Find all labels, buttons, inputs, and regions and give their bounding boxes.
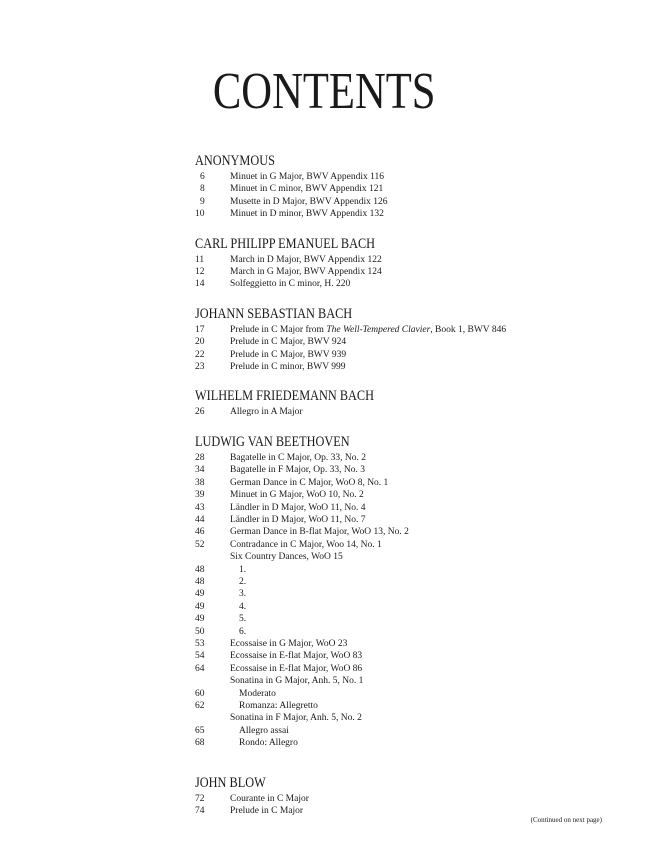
page-number: 38 bbox=[195, 477, 205, 488]
page-number: 48 bbox=[195, 564, 205, 575]
piece-subtitle: 3. bbox=[239, 589, 247, 600]
piece-title: Prelude in C Major bbox=[230, 806, 304, 817]
toc-entry bbox=[195, 406, 615, 418]
toc-entry bbox=[195, 266, 615, 278]
continued-note: (Continued on next page) bbox=[530, 816, 602, 824]
page-title: CONTENTS bbox=[212, 63, 436, 120]
page-number: 74 bbox=[195, 806, 205, 817]
section-wf-bach bbox=[195, 386, 615, 418]
page-number: 6 bbox=[200, 172, 205, 182]
toc-entry bbox=[195, 663, 615, 675]
toc-entry bbox=[195, 526, 615, 538]
page-number: 8 bbox=[200, 184, 205, 195]
piece-subtitle: Allegro assai bbox=[239, 725, 289, 736]
page-number: 9 bbox=[200, 196, 205, 207]
page-number: 14 bbox=[195, 279, 205, 290]
toc-entry bbox=[195, 196, 615, 208]
toc-entry bbox=[195, 650, 615, 662]
piece-title: Minuet in C minor, BWV Appendix 121 bbox=[230, 184, 384, 195]
piece-subtitle: Romanza: Allegretto bbox=[239, 701, 318, 711]
piece-title: Minuet in D minor, BWV Appendix 132 bbox=[230, 209, 384, 220]
page-number: 60 bbox=[195, 688, 205, 699]
toc-entry bbox=[195, 489, 615, 501]
toc-entry bbox=[195, 171, 615, 183]
page-number: 49 bbox=[195, 601, 205, 612]
toc-entry bbox=[195, 336, 615, 348]
composer-heading: ANONYMOUS bbox=[195, 153, 275, 169]
page-number bbox=[195, 712, 230, 724]
piece-title: Bagatelle in F Major, Op. 33, No. 3 bbox=[230, 465, 365, 476]
section-anonymous bbox=[195, 151, 615, 221]
composer-heading: WILHELM FRIEDEMANN BACH bbox=[195, 388, 375, 405]
piece-title: Contradance in C Major, Woo 14, No. 1 bbox=[230, 539, 382, 550]
toc-entry bbox=[195, 514, 615, 526]
toc-entry bbox=[195, 477, 615, 489]
page-number: 26 bbox=[195, 407, 205, 418]
piece-subtitle: 6. bbox=[239, 626, 247, 637]
composer-heading: JOHANN SEBASTIAN BACH bbox=[195, 305, 353, 322]
section-beethoven bbox=[195, 432, 615, 750]
toc-entry bbox=[195, 452, 615, 464]
toc-entry bbox=[195, 626, 615, 638]
toc-entry bbox=[195, 793, 615, 805]
page-number: 44 bbox=[195, 514, 205, 525]
piece-title: German Dance in C Major, WoO 8, No. 1 bbox=[230, 477, 389, 488]
piece-title: Prelude in C minor, BWV 999 bbox=[230, 362, 346, 373]
composer-heading: JOHN BLOW bbox=[195, 774, 266, 791]
page-number: 12 bbox=[195, 267, 205, 278]
page-number: 64 bbox=[195, 663, 205, 674]
piece-subtitle: 5. bbox=[239, 614, 247, 625]
piece-title: Solfeggietto in C minor, H. 220 bbox=[230, 279, 351, 290]
toc-entry bbox=[195, 208, 615, 220]
page-number: 52 bbox=[195, 539, 205, 550]
piece-subtitle: Rondo: Allegro bbox=[239, 738, 298, 749]
page-number: 10 bbox=[195, 209, 205, 220]
piece-subtitle: Moderato bbox=[239, 688, 276, 699]
toc-entry bbox=[195, 725, 615, 737]
toc-entry bbox=[195, 254, 615, 266]
toc-entry bbox=[195, 551, 615, 563]
page-number: 49 bbox=[195, 614, 205, 625]
toc-entry bbox=[195, 638, 615, 650]
section-js-bach bbox=[195, 304, 615, 374]
piece-title: Six Country Dances, WoO 15 bbox=[230, 552, 343, 563]
piece-subtitle: 2. bbox=[239, 576, 247, 587]
piece-title: March in G Major, BWV Appendix 124 bbox=[230, 267, 382, 278]
toc-entry bbox=[195, 737, 615, 749]
page-number bbox=[195, 675, 230, 687]
page-number: 34 bbox=[195, 465, 205, 476]
page-number: 28 bbox=[195, 452, 205, 463]
page-number: 11 bbox=[195, 254, 205, 265]
page-number: 65 bbox=[195, 725, 205, 736]
toc-entry bbox=[195, 564, 615, 576]
toc-entry bbox=[195, 278, 615, 290]
table-of-contents bbox=[195, 151, 615, 830]
page-number: 48 bbox=[195, 576, 205, 587]
piece-title-italic: The Well-Tempered Clavier bbox=[326, 324, 431, 335]
piece-subtitle: 1. bbox=[239, 564, 247, 575]
page-number: 54 bbox=[195, 651, 205, 662]
page-number: 39 bbox=[195, 490, 205, 501]
toc-entry bbox=[195, 576, 615, 588]
page-number: 43 bbox=[195, 502, 205, 513]
page-number: 46 bbox=[195, 527, 205, 538]
toc-entry bbox=[195, 588, 615, 600]
piece-title: Allegro in A Major bbox=[230, 407, 303, 418]
piece-title-part: Prelude in C Major from bbox=[230, 324, 327, 335]
page-number: 50 bbox=[195, 626, 205, 637]
piece-title: Ecossaise in E-flat Major, WoO 83 bbox=[230, 651, 363, 662]
toc-entry bbox=[195, 601, 615, 613]
page-number bbox=[195, 551, 230, 563]
piece-title: Minuet in G Major, WoO 10, No. 2 bbox=[230, 490, 364, 501]
piece-title: Prelude in C Major, BWV 924 bbox=[230, 337, 347, 348]
piece-title: Ecossaise in E-flat Major, WoO 86 bbox=[230, 663, 363, 674]
piece-title: Sonatina in F Major, Anh. 5, No. 2 bbox=[230, 713, 362, 724]
toc-entry bbox=[195, 361, 615, 373]
piece-title: Sonatina in G Major, Anh. 5, No. 1 bbox=[230, 676, 364, 687]
page-number: 17 bbox=[195, 324, 205, 335]
page-number: 49 bbox=[195, 589, 205, 600]
piece-title: Minuet in G Major, BWV Appendix 116 bbox=[230, 172, 384, 182]
page-number: 72 bbox=[195, 793, 205, 804]
toc-entry bbox=[195, 349, 615, 361]
piece-subtitle: 4. bbox=[239, 601, 247, 612]
piece-title: Ländler in D Major, WoO 11, No. 7 bbox=[230, 514, 366, 525]
piece-title: Prelude in C Major, BWV 939 bbox=[230, 349, 347, 360]
piece-title-part: , Book 1, BWV 846 bbox=[430, 324, 507, 335]
page-number: 23 bbox=[195, 362, 205, 373]
section-cpe-bach bbox=[195, 234, 615, 291]
toc-entry bbox=[195, 613, 615, 625]
piece-title: March in D Major, BWV Appendix 122 bbox=[230, 254, 382, 265]
piece-title: Bagatelle in C Major, Op. 33, No. 2 bbox=[230, 452, 367, 463]
piece-title bbox=[230, 324, 615, 336]
toc-entry bbox=[195, 539, 615, 551]
toc-entry bbox=[195, 700, 615, 712]
toc-entry bbox=[195, 688, 615, 700]
piece-title: Musette in D Major, BWV Appendix 126 bbox=[230, 196, 388, 207]
composer-heading: CARL PHILIPP EMANUEL BACH bbox=[195, 235, 376, 252]
toc-entry bbox=[195, 183, 615, 195]
section-john-blow bbox=[195, 773, 615, 818]
toc-entry bbox=[195, 675, 615, 687]
piece-title: German Dance in B-flat Major, WoO 13, No. 2 bbox=[230, 527, 409, 538]
composer-heading: LUDWIG VAN BEETHOVEN bbox=[195, 433, 350, 450]
toc-entry bbox=[195, 502, 615, 514]
page-number: 20 bbox=[195, 337, 205, 348]
toc-entry bbox=[195, 712, 615, 724]
piece-title: Ländler in D Major, WoO 11, No. 4 bbox=[230, 502, 366, 513]
toc-entry bbox=[195, 464, 615, 476]
page-number: 62 bbox=[195, 701, 205, 711]
page-number: 68 bbox=[195, 738, 205, 749]
piece-title: Ecossaise in G Major, WoO 23 bbox=[230, 638, 348, 649]
toc-entry bbox=[195, 324, 615, 336]
page-number: 53 bbox=[195, 638, 205, 649]
piece-title: Courante in C Major bbox=[230, 793, 309, 804]
page-number: 22 bbox=[195, 349, 205, 360]
